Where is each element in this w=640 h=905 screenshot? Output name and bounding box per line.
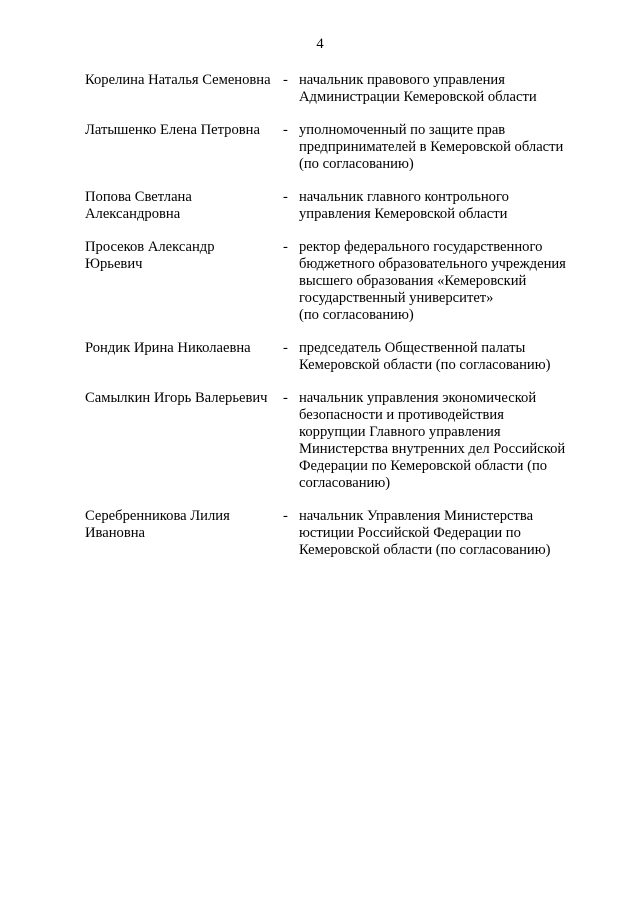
member-name: Рондик Ирина Николаевна [85,340,251,356]
member-entry [85,189,595,223]
separator-dash: - [283,340,288,356]
member-position: начальник Управления Министерства юстиции Российской Федерации по Кемеровской области (по согласованию) [299,508,551,558]
member-entry [85,72,595,106]
separator-dash: - [283,390,288,406]
member-position: уполномоченный по защите прав предпринимателей в Кемеровской области (по согласованию) [299,122,564,172]
member-position: начальник правового управления Администрации Кемеровской области [299,72,537,105]
member-entry [85,340,595,374]
member-name: Серебренникова Лилия Ивановна [85,508,230,541]
separator-dash: - [283,122,288,138]
member-entry [85,122,595,173]
member-position: начальник главного контрольного управления Кемеровской области [299,189,509,222]
member-name: Корелина Наталья Семеновна [85,72,271,88]
member-position: председатель Общественной палаты Кемеровской области (по согласованию) [299,340,551,373]
member-entry [85,390,595,492]
member-name: Латышенко Елена Петровна [85,122,260,138]
separator-dash: - [283,239,288,255]
separator-dash: - [283,508,288,524]
separator-dash: - [283,72,288,88]
separator-dash: - [283,189,288,205]
member-list [85,72,595,575]
member-name: Самылкин Игорь Валерьевич [85,390,268,406]
page-number: 4 [316,36,324,52]
member-position: начальник управления экономической безопасности и противодействия коррупции Главного управления Министерства внутренних дел Российской Федерации по Кемеровской области (по согласованию) [299,390,566,491]
member-entry [85,508,595,559]
member-name: Просеков Александр Юрьевич [85,239,215,272]
member-name: Попова Светлана Александровна [85,189,192,222]
member-entry [85,239,595,324]
member-position: ректор федерального государственного бюджетного образовательного учреждения высшего образования «Кемеровский государственный университет» (по согласованию) [299,239,566,323]
